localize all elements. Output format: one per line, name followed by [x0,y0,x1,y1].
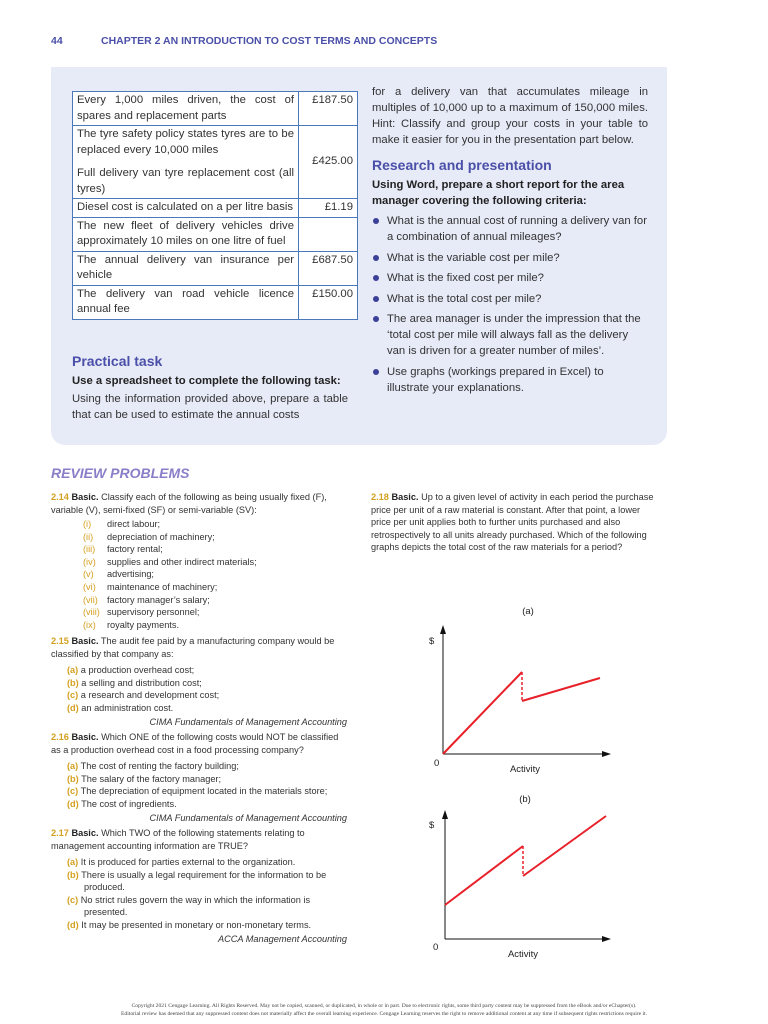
practical-task-title: Practical task [72,353,163,369]
x-axis-label: Activity [509,764,541,775]
table-row [73,285,358,319]
cost-amount: £425.00 [299,126,358,199]
list-item: What is the fixed cost per mile? [372,270,648,286]
cost-amount [299,217,358,251]
cost-amount: £187.50 [299,92,358,126]
practical-task-text: Using the information provided above, prepare a table that can be used to estimate the annual costs [72,393,348,421]
cost-description: Every 1,000 miles driven, the cost of spares and replacement parts [73,92,299,126]
list-item: (iv) supplies and other indirect materials; [83,556,257,567]
review-problems-title: REVIEW PROBLEMS [51,465,190,481]
problem-2-18-text: 2.18 Basic. Up to a given level of activity in each period the purchase price per unit of a raw material is constant. After that point, a lower price per unit applies both to further units purchased and also retrospectively to all units already purchased. Which of the following graphs depicts the total cost of the raw materials for a period? [371,492,654,552]
y-axis-label: $ [429,820,435,831]
y-axis-arrow-icon [440,625,446,634]
research-intro: Using Word, prepare a short report for the area manager covering the following criteria: [372,179,625,207]
cost-description [73,126,299,199]
cost-description-line: Full delivery van tyre replacement cost (all tyres) [77,167,294,195]
list-item: (a) The cost of renting the factory building; [67,761,239,772]
y-axis-arrow-icon [442,810,448,819]
list-item: (a) It is produced for parties external to the organization. [67,857,296,868]
list-item: (viii) supervisory personnel; [83,607,200,618]
problem-2-14-items [51,518,347,631]
x-axis-arrow-icon [602,751,611,757]
practical-task [72,353,348,423]
research-bullets [372,213,648,396]
list-item: (b) The salary of the factory manager; [67,773,222,784]
list-item: What is the total cost per mile? [372,291,648,307]
origin-label: 0 [434,758,440,769]
practical-task-intro: Use a spreadsheet to complete the following task: [72,375,341,387]
list-item: (iii) factory rental; [83,544,163,555]
problem-2-15-options [51,664,347,714]
problem-2-16: 2.16 Basic. Which ONE of the following costs would NOT be classified as a production overhead cost in a food processing company? [51,732,339,755]
right-column [372,84,648,400]
list-item: Use graphs (workings prepared in Excel) to illustrate your explanations. [372,364,648,396]
bullet-icon [373,369,379,375]
graph-b [410,788,630,968]
list-item: (c) a research and development cost; [67,690,220,701]
cost-description: The delivery van road vehicle licence annual fee [73,285,299,319]
footer-line: Editorial review has deemed that any suppressed content does not materially affect the overall learning experience. Cengage Learning reserves the right to remove additional content at any time if subsequent rights restrictions require it. [121,1011,647,1017]
list-item: (vii) factory manager’s salary; [83,594,210,605]
bullet-icon [373,296,379,302]
cost-description: The new fleet of delivery vehicles drive approximately 10 miles on one litre of fuel [73,217,299,251]
list-item: (i) direct labour; [83,519,161,529]
problem-2-15: 2.15 Basic. The audit fee paid by a manufacturing company would be classified by that company as: [51,636,335,659]
graph-a [410,600,630,780]
graph-label: (a) [522,606,534,617]
cost-description: Diesel cost is calculated on a per litre basis [73,199,299,218]
table-row [73,92,358,126]
bullet-icon [373,316,379,322]
cost-line-segment-2 [522,678,600,701]
table-row [73,251,358,285]
origin-label: 0 [433,942,439,953]
bullet-icon [373,218,379,224]
y-axis-label: $ [429,636,435,647]
practical-task-continued: for a delivery van that accumulates mileage in multiples of 10,000 up to a maximum of 150,000 miles. Hint: Classify and group your costs in your table to make it easier for you in the presentation part below. [372,86,648,146]
bullet-icon [373,255,379,261]
list-item: (d) The cost of ingredients. [67,798,177,809]
x-axis-arrow-icon [602,936,611,942]
cost-amount: £1.19 [299,199,358,218]
x-axis-label: Activity [507,949,539,960]
list-item: (v) advertising; [83,569,154,580]
table-row [73,199,358,218]
cost-line-segment-1 [443,672,522,754]
research-title: Research and presentation [372,157,552,173]
list-item: (ii) depreciation of machinery; [83,531,215,542]
list-item: (vi) maintenance of machinery; [83,581,218,592]
list-item: (b) a selling and distribution cost; [67,677,202,688]
chapter-title: CHAPTER 2 AN INTRODUCTION TO COST TERMS AND CONCEPTS [101,35,438,47]
cost-table [72,91,358,320]
table-row [73,217,358,251]
problem-2-17-source: ACCA Management Accounting [217,934,347,945]
cost-line-segment-1 [445,846,523,905]
list-item: The area manager is under the impression that the ‘total cost per mile will always fall as the delivery van is driven for a greater number of miles’. [372,311,648,359]
graph-label: (b) [519,794,531,805]
left-problems-column [51,491,347,944]
case-study-panel [51,67,667,445]
list-item: (c) No strict rules govern the way in which the information is presented. [67,894,311,918]
cost-description-line: The tyre safety policy states tyres are to be replaced every 10,000 miles [77,128,294,156]
problem-2-16-options [51,760,347,810]
copyright-footer [40,1002,728,1018]
list-item: (d) It may be presented in monetary or non-monetary terms. [67,919,312,930]
problem-2-16-source: CIMA Fundamentals of Management Accounting [149,813,347,824]
bullet-icon [373,275,379,281]
footer-line: Copyright 2021 Cengage Learning. All Rights Reserved. May not be copied, scanned, or duplicated, in whole or in part. Due to electronic rights, some third party content may be suppressed from the eBook and/or eChapter(s). [131,1003,637,1009]
problem-2-15-source: CIMA Fundamentals of Management Accounting [149,717,347,728]
cost-description: The annual delivery van insurance per vehicle [73,251,299,285]
problem-2-17: 2.17 Basic. Which TWO of the following statements relating to management accounting information are TRUE? [51,828,305,851]
list-item: What is the variable cost per mile? [372,250,648,266]
cost-amount: £150.00 [299,285,358,319]
problem-2-17-options [51,856,347,931]
page-number: 44 [51,35,63,47]
list-item: (c) The depreciation of equipment located in the materials store; [67,786,328,797]
table-row [73,126,358,199]
list-item: (a) a production overhead cost; [67,665,195,676]
problem-2-18 [371,491,661,554]
list-item: What is the annual cost of running a delivery van for a combination of annual mileages? [372,213,648,245]
list-item: (b) There is usually a legal requirement for the information to be produced. [67,869,327,893]
cost-amount: £687.50 [299,251,358,285]
running-header [51,35,437,47]
problem-2-14: 2.14 Basic. Classify each of the following as being usually fixed (F), variable (V), semi-fixed (SF) or semi-variable (SV): [51,492,327,515]
list-item: (ix) royalty payments. [83,619,179,630]
list-item: (d) an administration cost. [67,702,174,713]
cost-line-segment-2 [523,816,606,876]
